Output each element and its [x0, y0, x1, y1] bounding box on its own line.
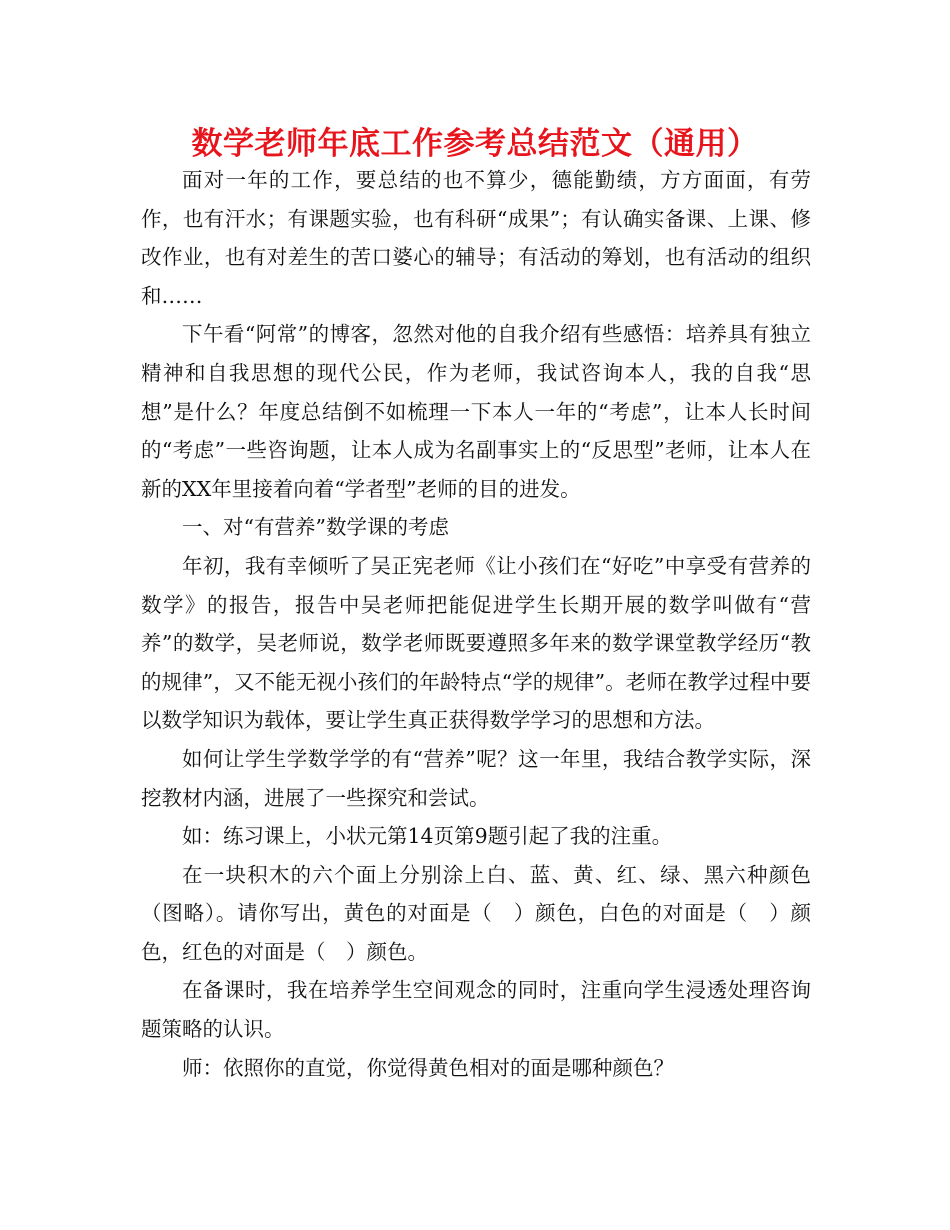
paragraph-exercise: 在一块积木的六个面上分别涂上白、蓝、黄、红、绿、黑六种颜色（图略）。请你写出，黄色的对面是（ ）颜色，白色的对面是（ ）颜色，红色的对面是（ ）颜色。	[141, 862, 811, 964]
paragraph-intro: 面对一年的工作，要总结的也不算少，德能勤绩，方方面面，有劳作，也有汗水；有课题实验，也有科研“成果”；有认确实备课、上课、修改作业，也有对差生的苦口婆心的辅导；有活动的筹划，也有活动的组织和……	[141, 168, 811, 308]
paragraph-dialogue: 师：依照你的直觉，你觉得黄色相对的面是哪种颜色？	[182, 1055, 674, 1080]
document-body	[141, 161, 811, 1087]
paragraph-preparation: 在备课时，我在培养学生空间观念的同时，注重向学生浸透处理咨询题策略的认识。	[141, 978, 811, 1042]
section-heading-1: 一、对“有营养”数学课的考虑	[182, 515, 449, 540]
paragraph-example: 如：练习课上，小状元第14页第9题引起了我的注重。	[182, 824, 673, 849]
paragraph-exploration: 如何让学生学数学学的有“营养”呢？这一年里，我结合教学实际，深挖教材内涵，进展了一些探究和尝试。	[141, 746, 811, 810]
paragraph-blog-reflection: 下午看“阿常”的博客，忽然对他的自我介绍有些感悟：培养具有独立精神和自我思想的现代公民，作为老师，我试咨询本人，我的自我“思想”是什么？年度总结倒不如梳理一下本人一年的“考虑”，让本人长时间的“考虑”一些咨询题，让本人成为名副事实上的“反思型”老师，让本人在新的XX年里接着向着“学者型”老师的目的进发。	[141, 322, 811, 501]
document-title: 数学老师年底工作参考总结范文（通用）	[191, 126, 759, 162]
paragraph-report: 年初，我有幸倾听了吴正宪老师《让小孩们在“好吃”中享受有营养的数学》的报告，报告中吴老师把能促进学生长期开展的数学叫做有“营养”的数学，吴老师说，数学老师既要遵照多年来的数学课堂教学经历“教的规律”，又不能无视小孩们的年龄特点“学的规律”。老师在教学过程中要以数学知识为载体，要让学生真正获得数学学习的思想和方法。	[141, 553, 811, 733]
